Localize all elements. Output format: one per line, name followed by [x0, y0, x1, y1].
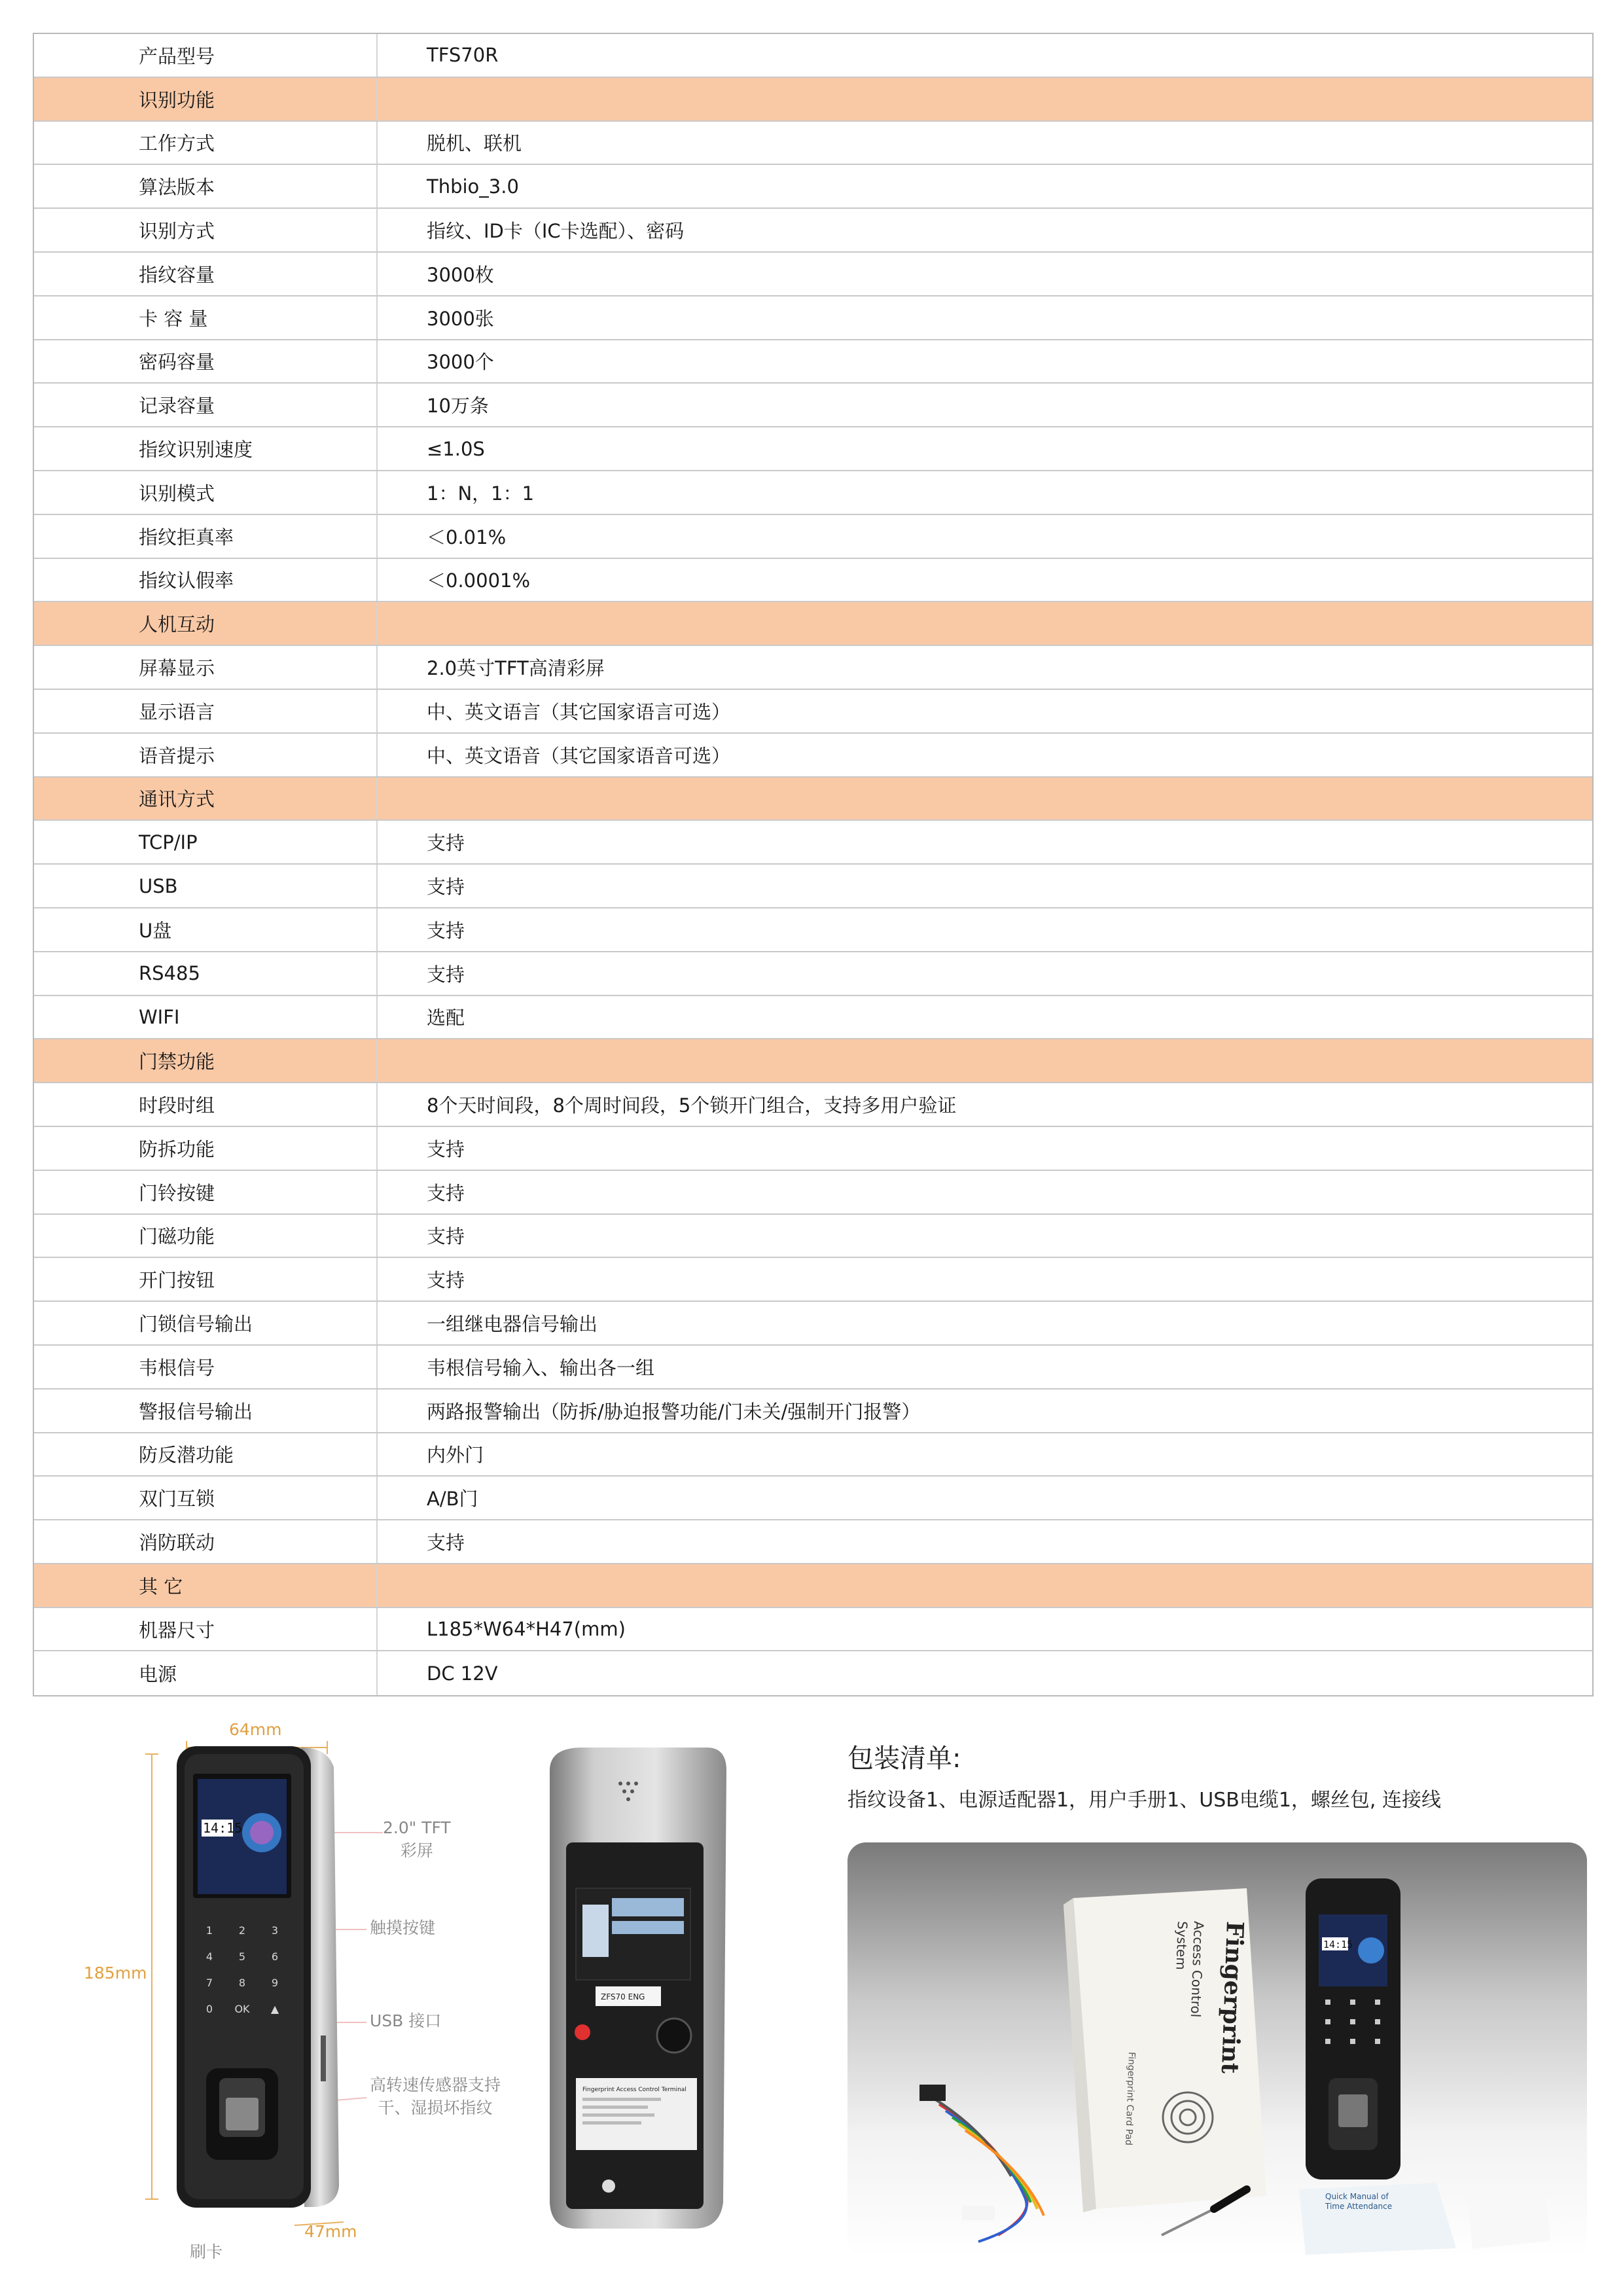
spec-label: 消防联动: [139, 1531, 215, 1554]
spec-section-row: [34, 78, 1592, 122]
spec-label: 卡 容 量: [139, 307, 208, 330]
keypad-key: 5: [238, 1950, 246, 1963]
column-divider: [376, 1608, 378, 1651]
box-subtitle-2: System: [1173, 1920, 1190, 1971]
column-divider: [376, 1564, 378, 1607]
spec-value: 3000张: [427, 307, 494, 330]
spec-row: [34, 996, 1592, 1040]
spec-value: 支持: [427, 876, 465, 899]
spec-section-row: [34, 1039, 1592, 1083]
column-divider: [376, 1346, 378, 1388]
spec-label: 产品型号: [139, 45, 215, 67]
spec-value: TFS70R: [427, 44, 499, 67]
column-divider: [376, 1083, 378, 1126]
keypad-key: 1: [205, 1924, 213, 1937]
spec-row: [34, 471, 1592, 515]
spec-value: ＜0.0001%: [427, 569, 531, 592]
spec-label: USB: [139, 874, 178, 897]
spec-row: [34, 559, 1592, 603]
spec-value: 指纹、ID卡（IC卡选配）、密码: [427, 220, 685, 243]
spec-label: 门铃按键: [139, 1181, 215, 1204]
spec-value: 2.0英寸TFT高清彩屏: [427, 657, 605, 680]
box-subtitle-1: Access Control: [1187, 1920, 1207, 2018]
spec-row: [34, 340, 1592, 384]
spec-row: [34, 1215, 1592, 1259]
spec-row: [34, 865, 1592, 908]
column-divider: [376, 34, 378, 77]
depth-dimension-label: 47mm: [304, 2222, 357, 2241]
column-divider: [376, 165, 378, 207]
spec-row: [34, 1433, 1592, 1477]
spec-section-row: [34, 778, 1592, 821]
height-dimension-label: 185mm: [84, 1964, 147, 1982]
spec-label: 时段时组: [139, 1094, 215, 1117]
keypad-key: 3: [271, 1924, 279, 1937]
spec-row: [34, 1608, 1592, 1652]
spec-value: 1：N，1：1: [427, 482, 535, 505]
spec-row: [34, 646, 1592, 690]
section-title: 门禁功能: [139, 1050, 215, 1073]
spec-section-row: [34, 602, 1592, 646]
spec-value: 3000个: [427, 351, 494, 374]
spec-value: 一组继电器信号输出: [427, 1313, 598, 1335]
callout-sensor: 高转速传感器支持 干、湿损坏指纹: [370, 2075, 501, 2117]
package-contents-illustration: [847, 1842, 1587, 2258]
package-contents-photo: [847, 1842, 1587, 2258]
column-divider: [376, 122, 378, 164]
back-label-text: ZFS70 ENG: [601, 1992, 645, 2001]
keypad-key: ▲: [270, 2003, 279, 2015]
spec-value: 支持: [427, 919, 465, 942]
spec-label: 密码容量: [139, 351, 215, 374]
spec-value: 脱机、联机: [427, 132, 522, 155]
column-divider: [376, 384, 378, 426]
spec-row: [34, 734, 1592, 778]
spec-label: 记录容量: [139, 395, 215, 418]
spec-row: [34, 165, 1592, 209]
keypad-key: 7: [205, 1977, 213, 1989]
spec-label: 显示语言: [139, 700, 215, 723]
spec-label: U盘: [139, 919, 172, 942]
box-side-text: Fingerprint Card Pad: [1123, 2051, 1137, 2146]
spec-label: 门磁功能: [139, 1225, 215, 1248]
column-divider: [376, 296, 378, 339]
column-divider: [376, 1433, 378, 1476]
spec-row: [34, 1258, 1592, 1302]
spec-label: 屏幕显示: [139, 657, 215, 680]
column-divider: [376, 209, 378, 251]
spec-row: [34, 1651, 1592, 1695]
spec-label: 语音提示: [139, 744, 215, 767]
spec-label: 识别方式: [139, 220, 215, 243]
spec-label: 双门互锁: [139, 1488, 215, 1511]
spec-value: L185*W64*H47(mm): [427, 1618, 626, 1641]
packing-list-items: 指纹设备1、电源适配器1，用户手册1、USB电缆1，螺丝包, 连接线: [847, 1789, 1442, 1812]
keypad-key: 4: [205, 1950, 213, 1963]
column-divider: [376, 865, 378, 907]
spec-value: 8个天时间段，8个周时间段，5个锁开门组合，支持多用户验证: [427, 1094, 957, 1117]
column-divider: [376, 690, 378, 732]
spec-value: 支持: [427, 1181, 465, 1204]
spec-value: ≤1.0S: [427, 437, 485, 460]
spec-row: [34, 821, 1592, 865]
front-screen-time: 14:15: [203, 1820, 243, 1836]
spec-label: 工作方式: [139, 132, 215, 155]
spec-value: 两路报警输出（防拆/胁迫报警功能/门未关/强制开门报警）: [427, 1400, 921, 1423]
column-divider: [376, 471, 378, 514]
spec-value: 3000枚: [427, 263, 494, 286]
spec-value: 韦根信号输入、输出各一组: [427, 1356, 655, 1379]
column-divider: [376, 559, 378, 601]
callout-touch-keys: 触摸按键: [370, 1918, 436, 1937]
spec-label: 电源: [139, 1663, 177, 1686]
spec-row: [34, 122, 1592, 166]
spec-row: [34, 34, 1592, 78]
callout-screen: 2.0" TFT 彩屏: [383, 1818, 451, 1860]
column-divider: [376, 1520, 378, 1563]
spec-value: 支持: [427, 1531, 465, 1554]
packing-list-title: 包装清单:: [847, 1744, 961, 1774]
spec-label: 门锁信号输出: [139, 1313, 253, 1335]
spec-value: 选配: [427, 1007, 465, 1030]
keypad-key: 2: [238, 1924, 246, 1937]
column-divider: [376, 996, 378, 1039]
spec-label: 指纹识别速度: [139, 439, 253, 461]
keypad-key: 9: [271, 1977, 279, 1989]
section-title: 其 它: [139, 1575, 183, 1598]
spec-value: Thbio_3.0: [427, 175, 519, 198]
column-divider: [376, 1390, 378, 1432]
column-divider: [376, 427, 378, 470]
column-divider: [376, 646, 378, 689]
spec-label: RS485: [139, 962, 200, 985]
spec-row: [34, 1171, 1592, 1215]
swipe-card-label: 刷卡: [190, 2242, 223, 2261]
spec-value: 支持: [427, 963, 465, 986]
column-divider: [376, 734, 378, 776]
spec-row: [34, 253, 1592, 296]
column-divider: [376, 1215, 378, 1257]
spec-label: 韦根信号: [139, 1356, 215, 1379]
column-divider: [376, 602, 378, 645]
spec-label: 算法版本: [139, 176, 215, 199]
spec-row: [34, 1127, 1592, 1171]
column-divider: [376, 515, 378, 558]
section-title: 通讯方式: [139, 788, 215, 811]
column-divider: [376, 908, 378, 951]
column-divider: [376, 1127, 378, 1170]
column-divider: [376, 1302, 378, 1344]
package-device-time: 14:15: [1323, 1939, 1353, 1950]
spec-row: [34, 1520, 1592, 1564]
spec-row: [34, 515, 1592, 559]
column-divider: [376, 78, 378, 120]
width-dimension-label: 64mm: [229, 1720, 282, 1739]
keypad-key: 0: [205, 2003, 213, 2015]
spec-label: 指纹拒真率: [139, 526, 234, 548]
spec-label: TCP/IP: [139, 831, 198, 853]
spec-row: [34, 209, 1592, 253]
column-divider: [376, 1477, 378, 1519]
spec-label: 开门按钮: [139, 1269, 215, 1292]
spec-row: [34, 427, 1592, 471]
spec-value: DC 12V: [427, 1662, 498, 1685]
column-divider: [376, 1171, 378, 1213]
spec-value: 内外门: [427, 1444, 484, 1467]
column-divider: [376, 1039, 378, 1082]
spec-label: 机器尺寸: [139, 1619, 215, 1641]
spec-row: [34, 1083, 1592, 1127]
column-divider: [376, 778, 378, 820]
spec-value: 支持: [427, 1225, 465, 1248]
spec-row: [34, 1477, 1592, 1520]
spec-row: [34, 952, 1592, 996]
column-divider: [376, 952, 378, 995]
spec-row: [34, 908, 1592, 952]
manual-title-2: Time Attendance: [1325, 2202, 1393, 2211]
keypad-key: 6: [271, 1950, 279, 1963]
spec-label: 指纹认假率: [139, 569, 234, 592]
spec-label: 指纹容量: [139, 263, 215, 286]
spec-label: 防反潜功能: [139, 1444, 234, 1467]
spec-value: ＜0.01%: [427, 526, 507, 548]
spec-label: 警报信号输出: [139, 1400, 253, 1423]
spec-value: 中、英文语音（其它国家语音可选）: [427, 744, 731, 767]
column-divider: [376, 253, 378, 295]
spec-row: [34, 1302, 1592, 1346]
back-sticker-title: Fingerprint Access Control Terminal: [582, 2087, 687, 2093]
spec-label: 识别模式: [139, 482, 215, 505]
spec-row: [34, 690, 1592, 734]
column-divider: [376, 1651, 378, 1695]
spec-value: 中、英文语言（其它国家语言可选）: [427, 700, 731, 723]
spec-row: [34, 296, 1592, 340]
section-title: 识别功能: [139, 88, 215, 111]
spec-value: 支持: [427, 832, 465, 855]
spec-section-row: [34, 1564, 1592, 1608]
spec-table: [33, 33, 1594, 1696]
front-device-illustration: [170, 1741, 340, 2212]
section-title: 人机互动: [139, 613, 215, 636]
spec-label: 防拆功能: [139, 1138, 215, 1160]
back-device-illustration: [543, 1744, 730, 2232]
spec-value: 支持: [427, 1269, 465, 1292]
spec-row: [34, 1390, 1592, 1433]
spec-row: [34, 1346, 1592, 1390]
spec-value: A/B门: [427, 1488, 478, 1511]
column-divider: [376, 821, 378, 863]
column-divider: [376, 340, 378, 383]
keypad-key: OK: [234, 2003, 250, 2015]
spec-row: [34, 384, 1592, 427]
spec-value: 10万条: [427, 395, 489, 418]
callout-usb-port: USB 接口: [370, 2011, 442, 2030]
spec-label: WIFI: [139, 1005, 180, 1028]
keypad-key: 8: [238, 1977, 246, 1989]
box-title: Fingerprint: [1215, 1920, 1249, 2075]
column-divider: [376, 1258, 378, 1300]
spec-value: 支持: [427, 1138, 465, 1160]
manual-title: Quick Manual of: [1325, 2192, 1389, 2201]
